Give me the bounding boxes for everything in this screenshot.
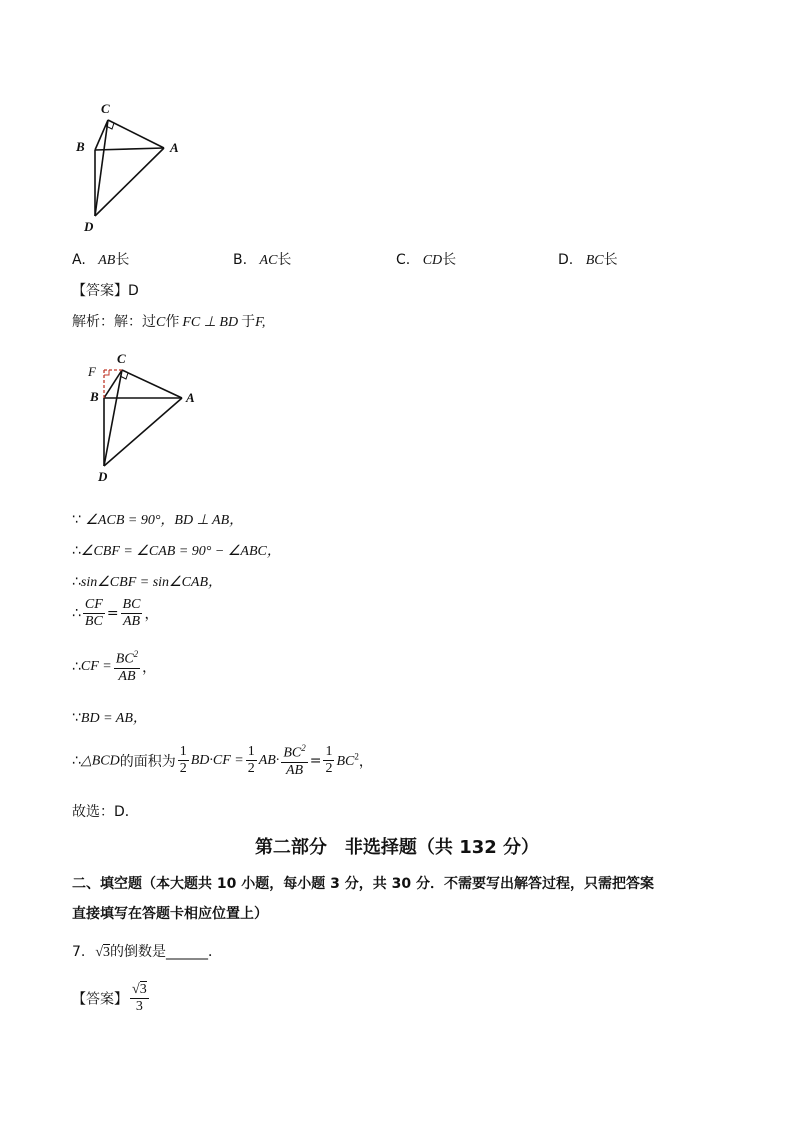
answer-label: 【答案】 <box>72 283 128 299</box>
option-c <box>396 249 456 269</box>
question-7 <box>72 941 222 961</box>
section-line-2: 直接填写在答题卡相应位置上） <box>72 906 268 922</box>
label-b: B <box>76 139 85 154</box>
therefore-symbol: ∴ <box>72 605 81 622</box>
radical-sign: √ <box>132 982 140 997</box>
because-symbol: ∵ <box>72 710 81 726</box>
step-4 <box>72 597 158 630</box>
option-expr: AB <box>98 253 116 268</box>
option-suffix: 长 <box>115 252 130 268</box>
answer-line <box>72 280 139 300</box>
equals: = <box>106 605 119 622</box>
step-2 <box>72 540 281 560</box>
option-b <box>233 249 291 269</box>
punct: ， <box>358 753 373 770</box>
answer-value: D <box>128 283 139 299</box>
analysis-make: 作 <box>165 314 180 330</box>
fraction <box>121 597 143 630</box>
analysis-line <box>72 311 265 331</box>
label-b: B <box>90 389 99 404</box>
figure-triangle-1 <box>70 98 190 238</box>
part-title: 第二部分 非选择题（共 132 分） <box>254 837 540 858</box>
label-a: A <box>186 390 195 405</box>
label-c: C <box>101 101 110 116</box>
denominator: AB <box>285 762 304 778</box>
triangle-bcd: △BCD <box>80 753 120 769</box>
therefore-symbol: ∴ <box>72 543 81 559</box>
label-d: D <box>84 219 94 234</box>
numerator-base: BC <box>115 651 134 667</box>
therefore-symbol: ∴ <box>72 574 81 590</box>
therefore-symbol: ∴ <box>72 658 81 675</box>
exponent: 2 <box>133 649 139 659</box>
option-expr: AC <box>259 253 278 268</box>
denominator: AB <box>118 668 136 684</box>
numerator <box>281 743 307 763</box>
numerator <box>114 649 140 669</box>
numerator: 1 <box>178 744 189 761</box>
analysis-lead: 解析：解：过 <box>72 314 156 330</box>
therefore-symbol: ∴ <box>72 752 81 769</box>
numerator: 1 <box>323 744 334 761</box>
lhs: CF = <box>80 658 112 674</box>
choice-text: 故选：D． <box>72 804 139 820</box>
numerator: CF <box>83 597 105 614</box>
analysis-point-f: F, <box>255 315 266 330</box>
numerator: 1 <box>246 744 257 761</box>
option-suffix: 长 <box>603 252 618 268</box>
option-a <box>72 249 129 269</box>
figure-triangle-2 <box>82 348 212 488</box>
label-c: C <box>117 351 126 366</box>
option-key: A. <box>72 252 86 268</box>
option-suffix: 长 <box>442 252 457 268</box>
step-expr: ∠ACB = 90°，BD ⊥ AB， <box>85 513 244 528</box>
analysis-point-c: C <box>156 315 166 330</box>
label-d: D <box>98 469 108 484</box>
denominator: AB <box>122 614 141 630</box>
answer-label: 【答案】 <box>72 991 128 1008</box>
fraction <box>114 649 140 685</box>
answer-7 <box>72 982 151 1015</box>
numerator-base: BC <box>283 745 302 761</box>
exponent: 2 <box>301 743 306 753</box>
numerator: BC <box>121 597 143 614</box>
denominator: BC <box>84 614 103 630</box>
term-bc2 <box>336 753 358 769</box>
denominator: 2 <box>247 761 255 777</box>
option-key: B. <box>233 252 248 268</box>
option-d <box>558 249 618 269</box>
fraction <box>281 743 307 779</box>
option-suffix: 长 <box>277 252 292 268</box>
denominator: 2 <box>179 761 187 777</box>
denominator: 2 <box>325 761 333 777</box>
punct: ， <box>142 659 157 676</box>
term: BD·CF = <box>190 752 244 768</box>
step-6 <box>72 707 147 727</box>
step-expr: ∠CBF = ∠CAB = 90° − ∠ABC， <box>80 544 281 559</box>
step-expr: sin∠CBF = sin∠CAB， <box>80 575 223 590</box>
radical-sign: √ <box>95 945 104 960</box>
punct: ， <box>144 606 159 623</box>
because-symbol: ∵ <box>72 512 81 528</box>
fraction-half <box>246 744 257 777</box>
analysis-at: 于 <box>241 314 256 330</box>
question-number: 7. <box>72 944 86 960</box>
numerator <box>130 982 149 999</box>
step-3 <box>72 571 222 591</box>
term: BC <box>336 754 355 770</box>
radicand: 3 <box>103 945 111 960</box>
exponent: 2 <box>354 751 359 762</box>
area-text: 的面积为 <box>119 753 176 770</box>
label-f: F <box>88 364 96 379</box>
option-key: D. <box>558 252 574 268</box>
option-key: C. <box>396 252 411 268</box>
analysis-perp: FC ⊥ BD <box>182 315 239 330</box>
fraction-half <box>178 744 189 777</box>
equals: = <box>309 752 322 769</box>
term: AB· <box>258 752 280 768</box>
option-expr: BC <box>585 253 604 268</box>
fraction <box>83 597 105 630</box>
step-5 <box>72 649 156 685</box>
radicand: 3 <box>139 982 147 997</box>
denominator: 3 <box>135 999 143 1015</box>
label-a: A <box>170 140 179 155</box>
fraction-half <box>323 744 334 777</box>
option-expr: CD <box>422 253 443 268</box>
step-7 <box>72 743 373 779</box>
sqrt-3 <box>95 944 110 960</box>
question-text: 的倒数是______． <box>110 944 223 960</box>
step-expr: BD = AB， <box>80 711 147 726</box>
fraction-sqrt3-over-3 <box>130 982 149 1015</box>
step-1 <box>72 509 243 529</box>
section-line-1: 二、填空题（本大题共 10 小题，每小题 3 分，共 30 分．不需要写出解答过程，只需把答案 <box>72 876 654 892</box>
choice-line <box>72 801 139 821</box>
